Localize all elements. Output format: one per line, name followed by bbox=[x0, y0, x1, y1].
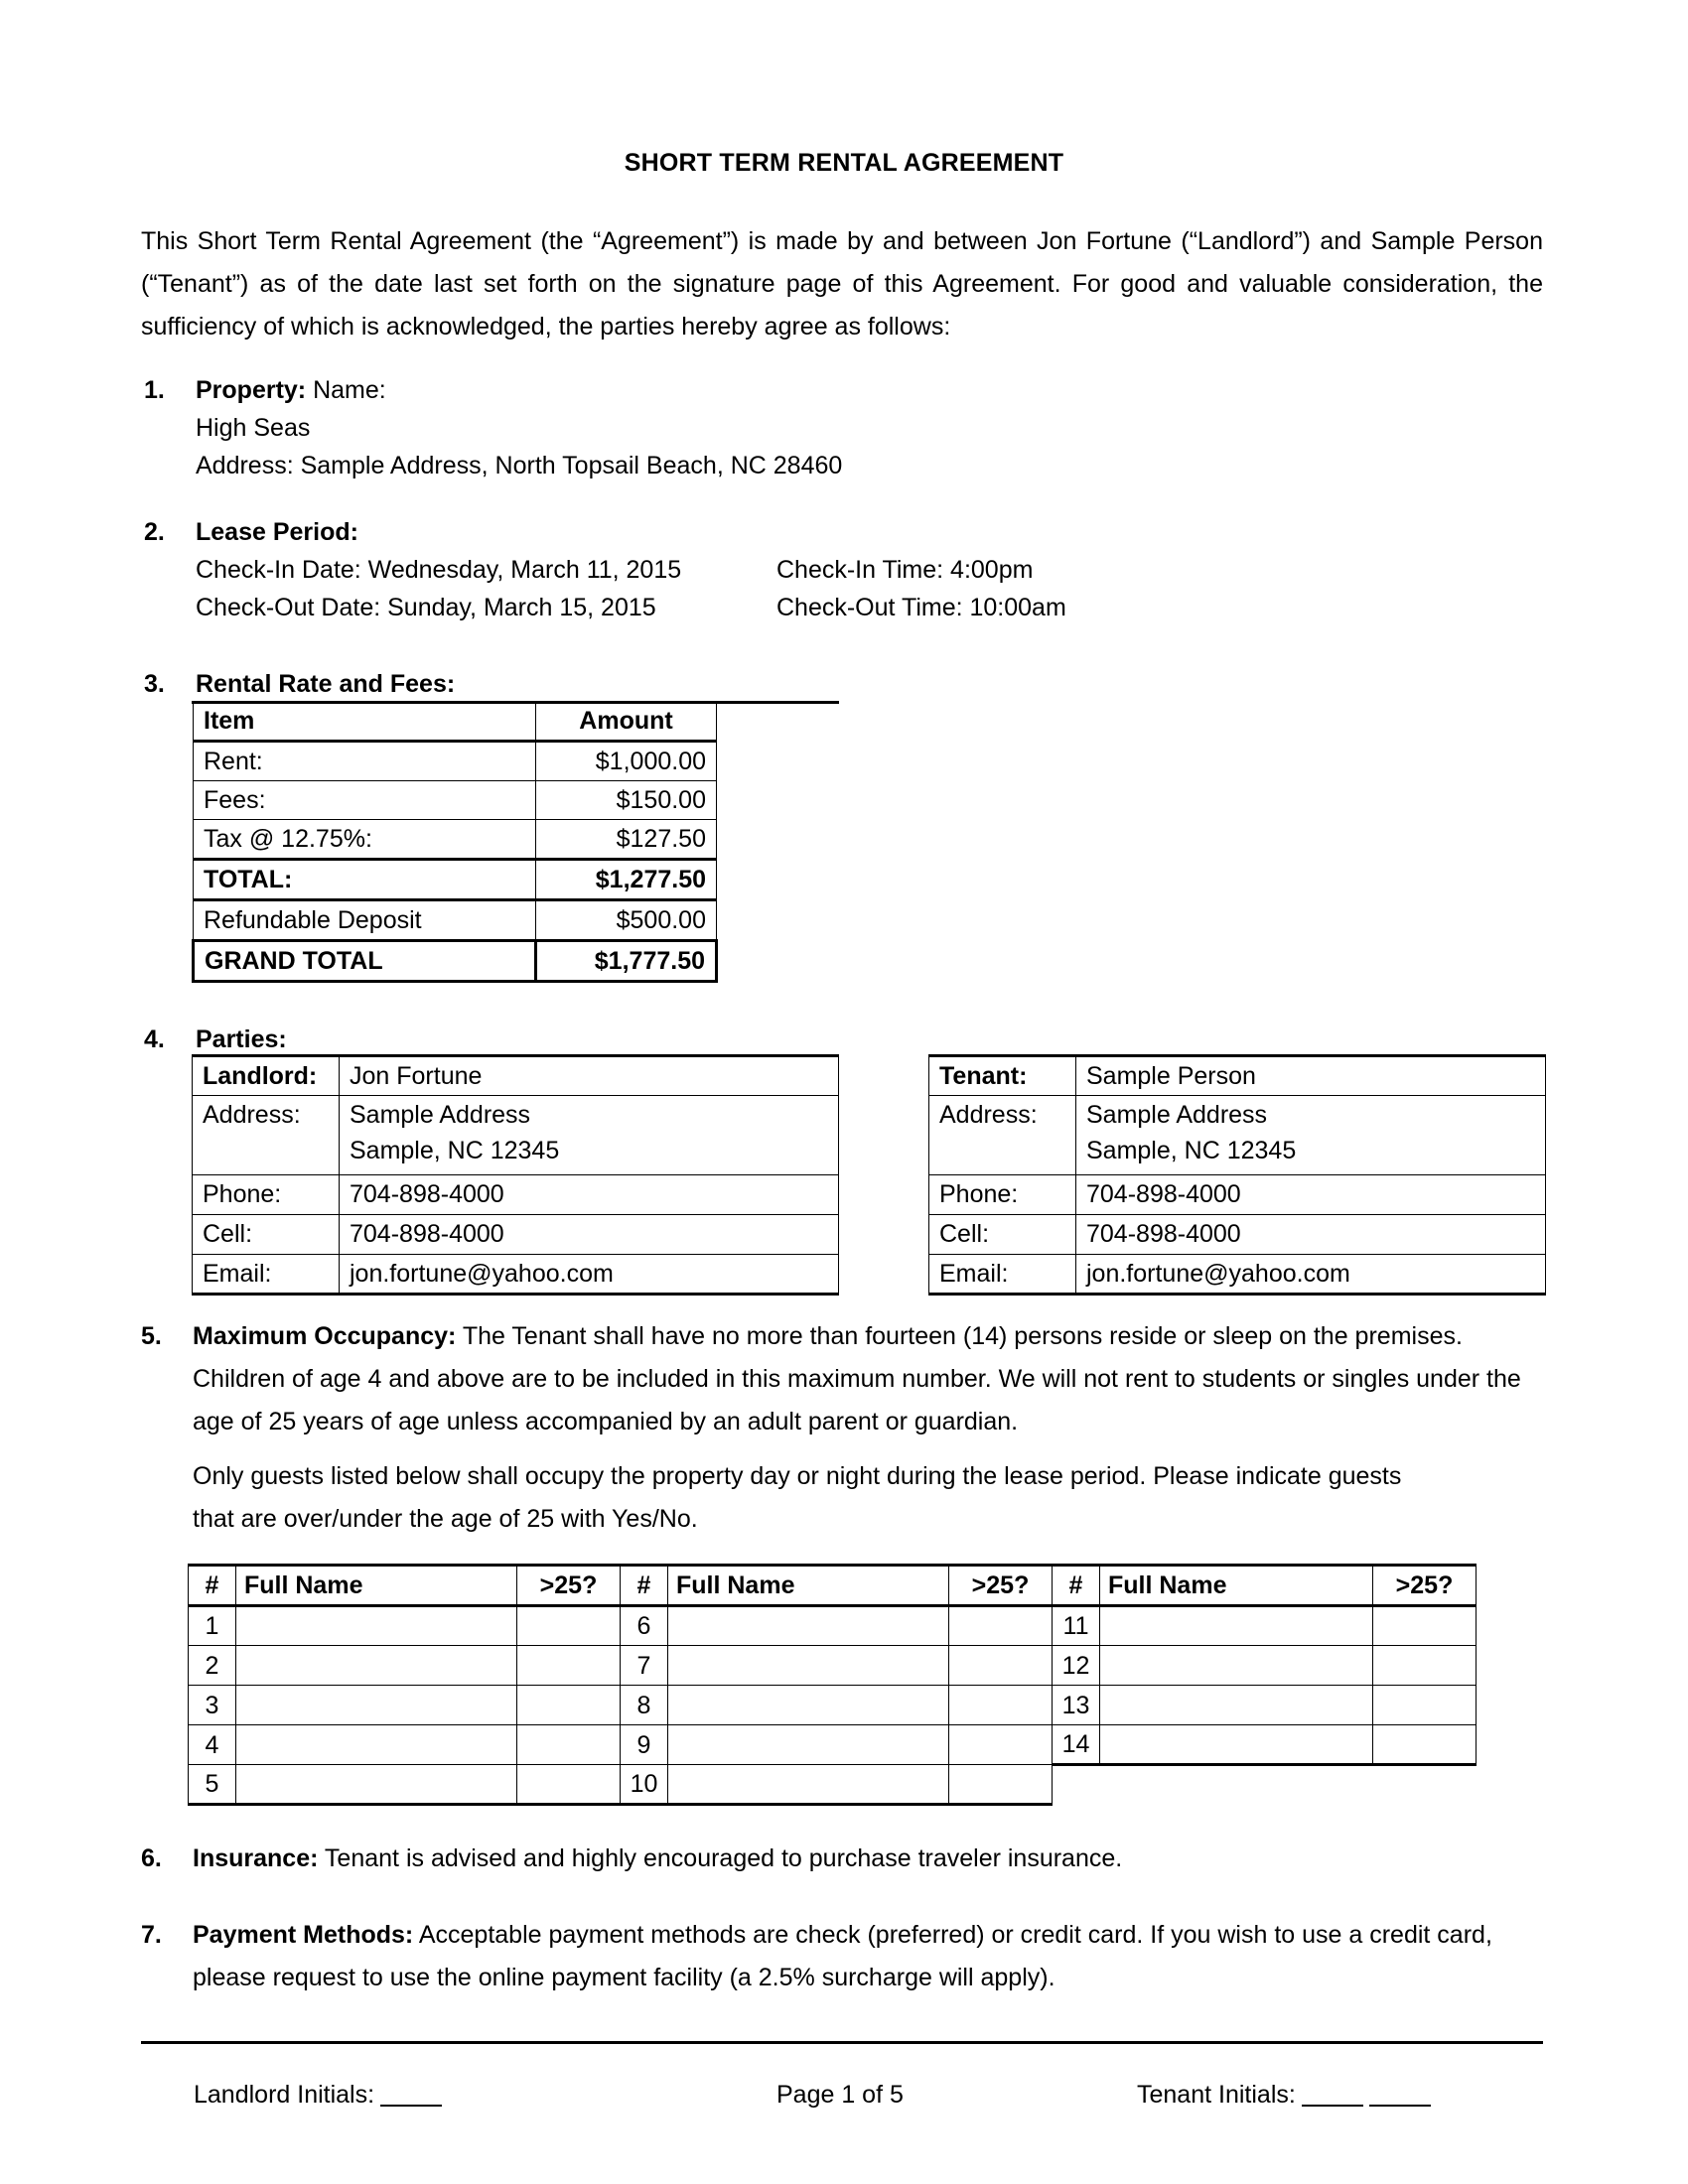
landlord-table-wrap bbox=[192, 1054, 839, 1296]
guest-over25-6[interactable] bbox=[949, 1606, 1053, 1646]
tenant-address-label: Address: bbox=[929, 1096, 1076, 1175]
section-parties bbox=[144, 1021, 839, 1058]
section-property bbox=[144, 371, 1137, 484]
fees-amount-total: $1,277.50 bbox=[536, 860, 717, 900]
fees-item-rent: Rent: bbox=[194, 742, 536, 781]
section-rental-rate bbox=[144, 665, 839, 703]
tenant-phone-value: 704-898-4000 bbox=[1076, 1175, 1546, 1215]
table-row bbox=[929, 1175, 1546, 1215]
fees-header-amount: Amount bbox=[536, 702, 717, 742]
guest-name-9[interactable] bbox=[668, 1725, 949, 1765]
table-row bbox=[193, 1255, 839, 1295]
page-number: Page 1 of 5 bbox=[776, 2081, 904, 2109]
fees-item-deposit: Refundable Deposit bbox=[194, 900, 536, 941]
tenant-initials-blank-1[interactable] bbox=[1302, 2083, 1363, 2107]
guest-name-10[interactable] bbox=[668, 1765, 949, 1805]
section-insurance-heading: Insurance: bbox=[193, 1844, 319, 1872]
check-in-time: Check-In Time: 4:00pm bbox=[776, 556, 1034, 584]
tenant-phone-label: Phone: bbox=[929, 1175, 1076, 1215]
guest-over25-10[interactable] bbox=[949, 1765, 1053, 1805]
fees-item-total: TOTAL: bbox=[194, 860, 536, 900]
tenant-table bbox=[928, 1054, 1546, 1296]
guest-over25-1[interactable] bbox=[517, 1606, 621, 1646]
tenant-role-value: Sample Person bbox=[1076, 1056, 1546, 1096]
page-title: SHORT TERM RENTAL AGREEMENT bbox=[624, 149, 1064, 177]
guest-header-name-2: Full Name bbox=[668, 1566, 949, 1606]
section-insurance-body bbox=[193, 1838, 1543, 1880]
tenant-table-wrap bbox=[928, 1054, 1546, 1296]
guest-name-14[interactable] bbox=[1100, 1725, 1373, 1765]
table-row bbox=[194, 900, 717, 941]
tenant-email-value: jon.fortune@yahoo.com bbox=[1076, 1255, 1546, 1295]
guest-header-name-1: Full Name bbox=[236, 1566, 517, 1606]
guest-name-8[interactable] bbox=[668, 1686, 949, 1725]
tenant-initials-blank-2[interactable] bbox=[1369, 2083, 1431, 2107]
guest-over25-9[interactable] bbox=[949, 1725, 1053, 1765]
tenant-cell-label: Cell: bbox=[929, 1215, 1076, 1255]
table-row bbox=[189, 1646, 1477, 1686]
landlord-initials-blank[interactable] bbox=[380, 2083, 442, 2107]
guest-table-wrap bbox=[188, 1564, 1477, 1806]
section-max-occupancy bbox=[141, 1315, 1543, 1443]
guest-num-12: 12 bbox=[1053, 1646, 1100, 1686]
guest-over25-13[interactable] bbox=[1373, 1686, 1477, 1725]
table-row bbox=[193, 1056, 839, 1096]
section-property-address: Address: Sample Address, North Topsail Beach, NC 28460 bbox=[196, 452, 843, 479]
fees-amount-tax: $127.50 bbox=[536, 820, 717, 860]
fees-table-header-row bbox=[194, 702, 717, 742]
guest-num-1: 1 bbox=[189, 1606, 236, 1646]
guest-header-over25-2: >25? bbox=[949, 1566, 1053, 1606]
section-property-heading: Property: bbox=[196, 376, 307, 404]
fees-table-wrap bbox=[192, 701, 718, 983]
guest-name-1[interactable] bbox=[236, 1606, 517, 1646]
guest-table-header-row bbox=[189, 1566, 1477, 1606]
fees-amount-fees: $150.00 bbox=[536, 781, 717, 820]
footer-divider bbox=[141, 2041, 1543, 2044]
section-max-occupancy-number: 5. bbox=[141, 1322, 162, 1350]
guest-header-num-2: # bbox=[621, 1566, 668, 1606]
guest-num-4: 4 bbox=[189, 1725, 236, 1765]
tenant-initials-label: Tenant Initials: bbox=[1137, 2081, 1296, 2109]
check-in-date: Check-In Date: Wednesday, March 11, 2015 bbox=[196, 556, 682, 584]
guest-over25-11[interactable] bbox=[1373, 1606, 1477, 1646]
landlord-email-label: Email: bbox=[193, 1255, 340, 1295]
section-insurance-text: Tenant is advised and highly encouraged to purchase traveler insurance. bbox=[318, 1844, 1123, 1872]
fees-table bbox=[192, 701, 718, 983]
guest-name-4[interactable] bbox=[236, 1725, 517, 1765]
table-row bbox=[189, 1606, 1477, 1646]
section-property-name-label: Name: bbox=[313, 376, 386, 404]
guest-over25-5[interactable] bbox=[517, 1765, 621, 1805]
table-row bbox=[189, 1686, 1477, 1725]
section-max-occupancy-paragraph2: Only guests listed below shall occupy the property day or night during the lease period. Please indicate guests that are over/under the age of 25 with Yes/No. bbox=[193, 1462, 1402, 1533]
landlord-cell-value: 704-898-4000 bbox=[340, 1215, 839, 1255]
guest-num-8: 8 bbox=[621, 1686, 668, 1725]
table-row bbox=[193, 1096, 839, 1175]
fees-item-fees: Fees: bbox=[194, 781, 536, 820]
table-row bbox=[193, 1215, 839, 1255]
tenant-cell-value: 704-898-4000 bbox=[1076, 1215, 1546, 1255]
guest-num-3: 3 bbox=[189, 1686, 236, 1725]
guest-name-13[interactable] bbox=[1100, 1686, 1373, 1725]
guest-name-12[interactable] bbox=[1100, 1646, 1373, 1686]
lease-check-out-row bbox=[196, 589, 1336, 626]
fees-table-top-rule bbox=[192, 701, 839, 704]
guest-num-6: 6 bbox=[621, 1606, 668, 1646]
landlord-phone-value: 704-898-4000 bbox=[340, 1175, 839, 1215]
guest-num-7: 7 bbox=[621, 1646, 668, 1686]
fees-amount-deposit: $500.00 bbox=[536, 900, 717, 941]
guest-num-14: 14 bbox=[1053, 1725, 1100, 1765]
check-out-date: Check-Out Date: Sunday, March 15, 2015 bbox=[196, 594, 656, 621]
fees-amount-grand-total: $1,777.50 bbox=[536, 941, 717, 982]
landlord-address-line1: Sample Address bbox=[350, 1101, 531, 1129]
section-payment-methods bbox=[141, 1914, 1543, 1999]
landlord-address-value bbox=[340, 1096, 839, 1175]
section-property-name-value: High Seas bbox=[196, 414, 311, 442]
guest-num-2: 2 bbox=[189, 1646, 236, 1686]
fees-header-item: Item bbox=[194, 702, 536, 742]
landlord-role-label: Landlord: bbox=[193, 1056, 340, 1096]
guest-name-3[interactable] bbox=[236, 1686, 517, 1725]
tenant-initials bbox=[1137, 2075, 1431, 2115]
tenant-email-label: Email: bbox=[929, 1255, 1076, 1295]
fees-item-grand-total: GRAND TOTAL bbox=[194, 941, 536, 982]
table-row bbox=[929, 1096, 1546, 1175]
guest-header-num-3: # bbox=[1053, 1566, 1100, 1606]
guest-over25-3[interactable] bbox=[517, 1686, 621, 1725]
guest-num-10: 10 bbox=[621, 1765, 668, 1805]
landlord-phone-label: Phone: bbox=[193, 1175, 340, 1215]
guest-name-blank bbox=[1100, 1765, 1373, 1805]
guest-header-over25-3: >25? bbox=[1373, 1566, 1477, 1606]
tenant-address-value bbox=[1076, 1096, 1546, 1175]
section-parties-number: 4. bbox=[144, 1025, 165, 1053]
section-property-heading-line bbox=[196, 371, 1137, 409]
guest-over25-2[interactable] bbox=[517, 1646, 621, 1686]
landlord-address-label: Address: bbox=[193, 1096, 340, 1175]
guest-over25-blank bbox=[1373, 1765, 1477, 1805]
landlord-cell-label: Cell: bbox=[193, 1215, 340, 1255]
section-payment-methods-body bbox=[193, 1914, 1543, 1999]
section-max-occupancy-body bbox=[193, 1315, 1543, 1443]
section-lease-period-number: 2. bbox=[144, 518, 165, 546]
table-row bbox=[189, 1765, 1477, 1805]
page-footer bbox=[141, 2075, 1543, 2115]
section-max-occupancy-heading: Maximum Occupancy: bbox=[193, 1322, 457, 1350]
landlord-initials bbox=[194, 2075, 442, 2115]
guest-over25-14[interactable] bbox=[1373, 1725, 1477, 1765]
guest-num-blank bbox=[1053, 1765, 1100, 1805]
table-row bbox=[193, 1175, 839, 1215]
landlord-address-line2: Sample, NC 12345 bbox=[350, 1137, 560, 1164]
tenant-address-line1: Sample Address bbox=[1086, 1101, 1268, 1129]
section-rental-rate-number: 3. bbox=[144, 670, 165, 698]
guest-header-over25-1: >25? bbox=[517, 1566, 621, 1606]
table-row bbox=[194, 781, 717, 820]
guest-num-5: 5 bbox=[189, 1765, 236, 1805]
section-insurance-number: 6. bbox=[141, 1844, 162, 1872]
fees-item-tax: Tax @ 12.75%: bbox=[194, 820, 536, 860]
landlord-role-value: Jon Fortune bbox=[340, 1056, 839, 1096]
table-row bbox=[189, 1725, 1477, 1765]
section-max-occupancy-text: The Tenant shall have no more than fourteen (14) persons reside or sleep on the premises. Children of age 4 and above are to be included in this maximum number. We will not rent to students or singles under the age of 25 years of age unless accompanied by an adult parent or guardian. bbox=[193, 1322, 1521, 1435]
guest-num-9: 9 bbox=[621, 1725, 668, 1765]
guest-num-11: 11 bbox=[1053, 1606, 1100, 1646]
table-row bbox=[929, 1215, 1546, 1255]
fees-amount-rent: $1,000.00 bbox=[536, 742, 717, 781]
landlord-email-value: jon.fortune@yahoo.com bbox=[340, 1255, 839, 1295]
guest-over25-4[interactable] bbox=[517, 1725, 621, 1765]
table-row bbox=[929, 1056, 1546, 1096]
landlord-initials-label: Landlord Initials: bbox=[194, 2081, 375, 2109]
table-row bbox=[194, 820, 717, 860]
table-row-total bbox=[194, 860, 717, 900]
section-lease-period-heading: Lease Period: bbox=[196, 518, 358, 546]
section-payment-methods-text: Acceptable payment methods are check (preferred) or credit card. If you wish to use a credit card, please request to use the online payment facility (a 2.5% surcharge will apply). bbox=[193, 1921, 1492, 1991]
guest-name-6[interactable] bbox=[668, 1606, 949, 1646]
guest-name-2[interactable] bbox=[236, 1646, 517, 1686]
guest-num-13: 13 bbox=[1053, 1686, 1100, 1725]
table-row bbox=[194, 742, 717, 781]
guest-name-11[interactable] bbox=[1100, 1606, 1373, 1646]
guest-over25-7[interactable] bbox=[949, 1646, 1053, 1686]
tenant-address-line2: Sample, NC 12345 bbox=[1086, 1137, 1297, 1164]
guest-name-7[interactable] bbox=[668, 1646, 949, 1686]
table-row-grand-total bbox=[194, 941, 717, 982]
section-property-number: 1. bbox=[144, 376, 165, 404]
section-insurance bbox=[141, 1838, 1543, 1880]
section-payment-methods-number: 7. bbox=[141, 1921, 162, 1949]
check-out-time: Check-Out Time: 10:00am bbox=[776, 594, 1066, 621]
guest-header-num-1: # bbox=[189, 1566, 236, 1606]
tenant-role-label: Tenant: bbox=[929, 1056, 1076, 1096]
table-row bbox=[929, 1255, 1546, 1295]
section-payment-methods-heading: Payment Methods: bbox=[193, 1921, 414, 1949]
section-lease-period bbox=[144, 513, 1336, 626]
guest-over25-8[interactable] bbox=[949, 1686, 1053, 1725]
guest-over25-12[interactable] bbox=[1373, 1646, 1477, 1686]
guest-header-name-3: Full Name bbox=[1100, 1566, 1373, 1606]
intro-paragraph: This Short Term Rental Agreement (the “Agreement”) is made by and between Jon Fortune (“Landlord”) and Sample Person (“Tenant”) as of the date last set forth on the signature page of this Agreement. For good and valuable consideration, the sufficiency of which is acknowledged, the parties hereby agree as follows: bbox=[141, 227, 1543, 341]
guest-table bbox=[188, 1564, 1477, 1806]
section-parties-heading: Parties: bbox=[196, 1025, 287, 1053]
lease-check-in-row bbox=[196, 551, 1336, 589]
guest-name-5[interactable] bbox=[236, 1765, 517, 1805]
landlord-table bbox=[192, 1054, 839, 1296]
section-rental-rate-heading: Rental Rate and Fees: bbox=[196, 670, 456, 698]
